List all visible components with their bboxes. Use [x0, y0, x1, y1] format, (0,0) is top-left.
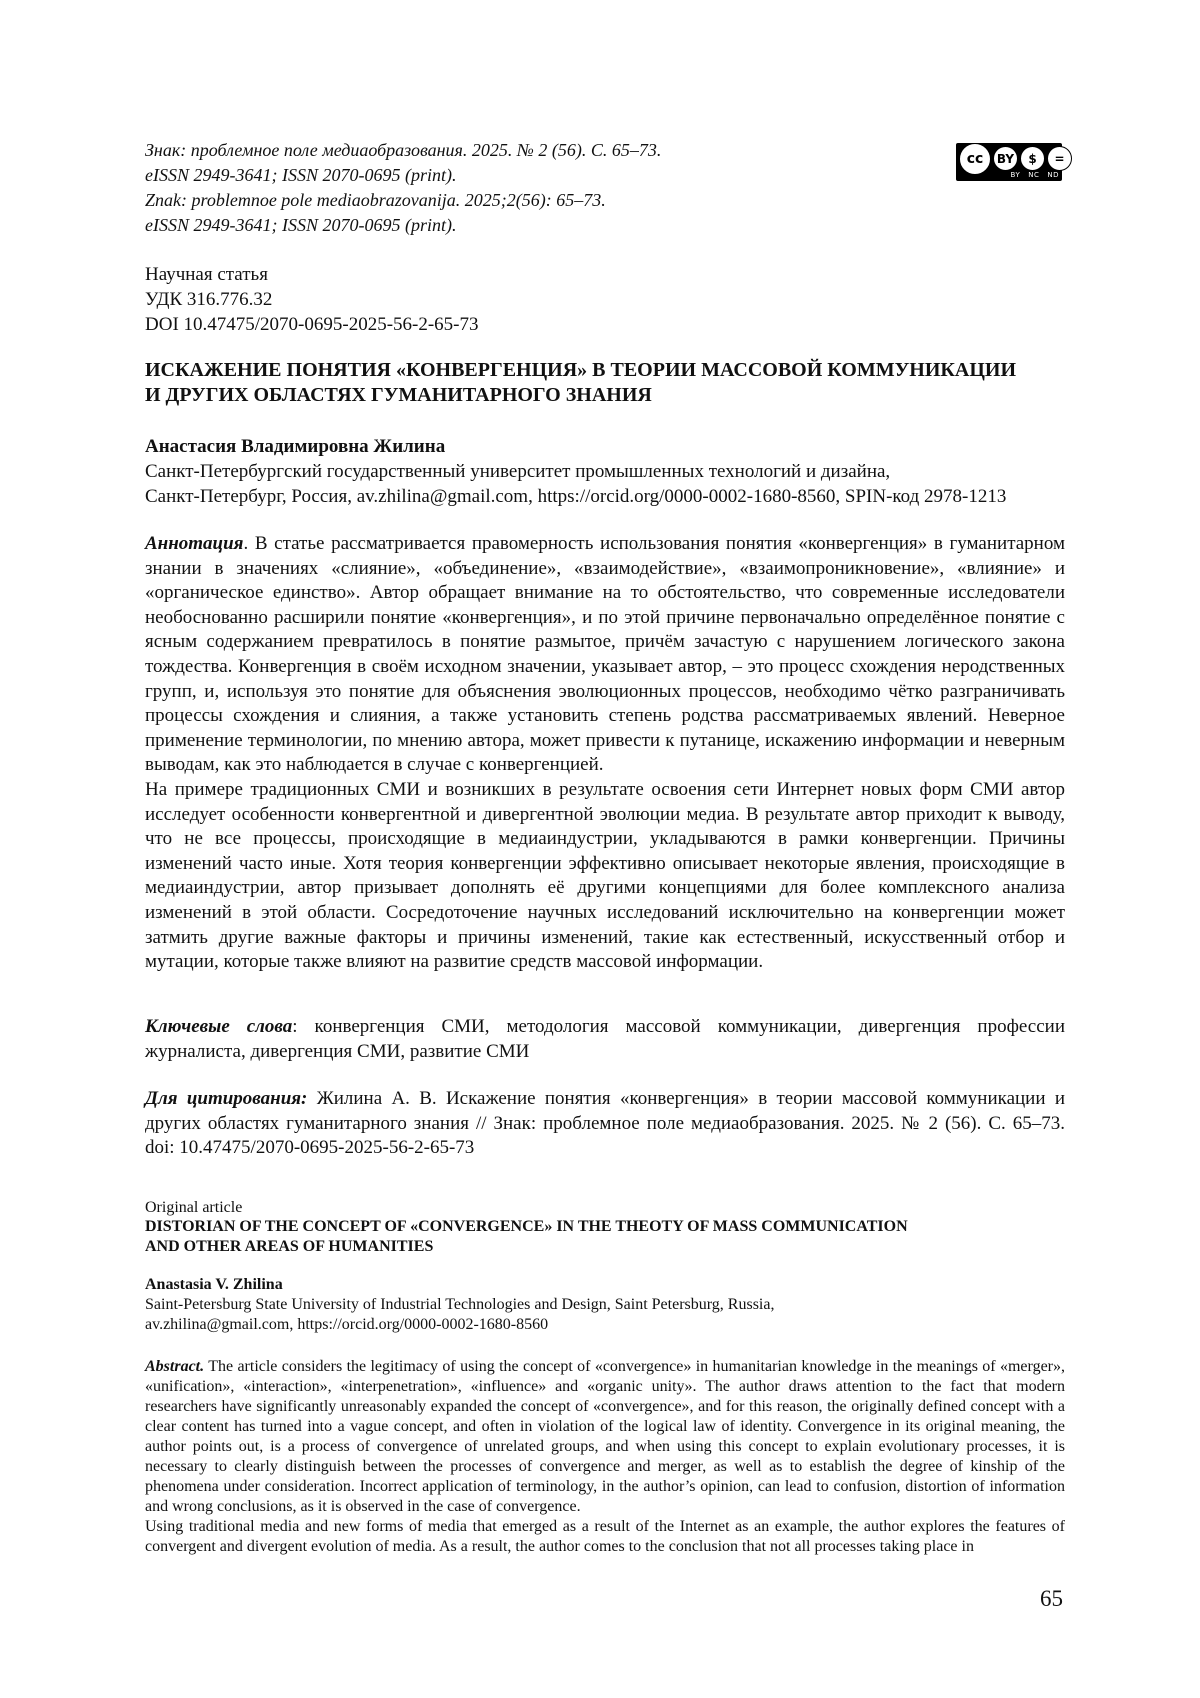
abstract-ru	[145, 532, 1065, 975]
by-icon: BY	[993, 146, 1018, 171]
doi[interactable]: DOI 10.47475/2070-0695-2025-56-2-65-73	[145, 314, 479, 335]
author-name-en: Anastasia V. Zhilina	[145, 1276, 283, 1293]
abstract-paragraph-en: Using traditional media and new forms of media that emerged as a result of the Internet as an example, the author explores the features of convergent and divergent evolution of media. As a result, the author comes to the conclusion that not all processes taking place in	[145, 1518, 1065, 1555]
udk: УДК 316.776.32	[145, 289, 273, 310]
cc-icon: cc	[959, 143, 991, 175]
license-label: NC	[1028, 171, 1040, 179]
citation-label: Для цитирования:	[145, 1088, 308, 1109]
abstract-paragraph-en	[145, 1357, 1065, 1517]
abstract-label-en: Abstract.	[145, 1358, 205, 1375]
header-line: Znak: problemnoe pole mediaobrazovanija. 2025;2(56): 65–73.	[145, 190, 606, 210]
keywords-label: Ключевые слова	[145, 1016, 293, 1037]
header-line: eISSN 2949-3641; ISSN 2070-0695 (print).	[145, 165, 457, 185]
author-affiliation: Санкт-Петербургский государственный университет промышленных технологий и дизайна,	[145, 461, 891, 482]
author-contacts-en[interactable]: av.zhilina@gmail.com, https://orcid.org/0000-0002-1680-8560	[145, 1316, 549, 1333]
article-meta	[145, 262, 1065, 337]
article-type: Научная статья	[145, 264, 268, 285]
abstract-label: Аннотация	[145, 533, 244, 554]
license-label: ND	[1047, 171, 1059, 179]
abstract-paragraph	[145, 532, 1065, 778]
citation-ru	[145, 1087, 1065, 1161]
header-line: Знак: проблемное поле медиаобразования. 2025. № 2 (56). С. 65–73.	[145, 140, 662, 160]
article-title-ru	[145, 358, 1065, 408]
author-block-en	[145, 1275, 1065, 1335]
title-line: DISTORIAN OF THE CONCEPT OF «CONVERGENCE» IN THE THEOTY OF MASS COMMUNICATION	[145, 1218, 908, 1235]
keywords-ru	[145, 1015, 1065, 1064]
title-line: AND OTHER AREAS OF HUMANITIES	[145, 1238, 434, 1255]
header-line: eISSN 2949-3641; ISSN 2070-0695 (print).	[145, 215, 457, 235]
title-line: И ДРУГИХ ОБЛАСТЯХ ГУМАНИТАРНОГО ЗНАНИЯ	[145, 384, 652, 406]
journal-header	[145, 138, 1065, 238]
keywords-text: : конвергенция СМИ, методология массовой коммуникации, дивергенция профессии журналиста, дивергенция СМИ, развитие СМИ	[145, 1016, 1065, 1062]
abstract-en	[145, 1357, 1065, 1557]
license-label: BY	[1010, 171, 1021, 179]
title-line: ИСКАЖЕНИЕ ПОНЯТИЯ «КОНВЕРГЕНЦИЯ» В ТЕОРИИ МАССОВОЙ КОММУНИКАЦИИ	[145, 359, 1017, 381]
nc-icon: $	[1020, 146, 1045, 171]
author-contacts[interactable]: Санкт-Петербург, Россия, av.zhilina@gmail.com, https://orcid.org/0000-0002-1680-8560, SPIN-код 2978-1213	[145, 486, 1007, 507]
abstract-text-en: The article considers the legitimacy of using the concept of «convergence» in humanitarian knowledge in the meanings of «merger», «unification», «interaction», «interpenetration», «influence» and «organic unity». The author draws attention to the fact that modern researchers have significantly unreasonably expanded the concept of «convergence», and for this reason, the originally defined concept with a clear content has turned into a vague concept, and often in violation of the logical law of identity. Convergence in its original meaning, the author points out, is a process of convergence of unrelated groups, and when using this concept to explain evolutionary processes, it is necessary to clearly distinguish between the processes of convergence and merger, as well as to establish the degree of kinship of the phenomena under consideration. Incorrect application of terminology, in the author’s opinion, can lead to confusion, distortion of information and wrong conclusions, as it is observed in the case of convergence.	[145, 1358, 1065, 1515]
author-name: Анастасия Владимировна Жилина	[145, 436, 446, 457]
author-block-ru	[145, 434, 1065, 509]
article-type-en: Original article	[145, 1199, 243, 1216]
author-affiliation-en: Saint-Petersburg State University of Industrial Technologies and Design, Saint Petersburg, Russia,	[145, 1296, 775, 1313]
abstract-paragraph: На примере традиционных СМИ и возникших в результате освоения сети Интернет новых форм СМИ автор исследует особенности конвергентной и дивергентной эволюции медиа. В результате автор приходит к выводу, что не все процессы, происходящие в медиаиндустрии, укладываются в рамки конвергенции. Причины изменений часто иные. Хотя теория конвергенции эффективно описывает некоторые явления, происходящие в медиаиндустрии, автор призывает дополнять её другими концепциями для более комплексного анализа изменений в этой области. Сосредоточение научных исследований исключительно на конвергенции может затмить другие важные факторы и причины изменений, такие как естественный, искусственный отбор и мутации, которые также влияют на развитие средств массовой информации.	[145, 778, 1065, 973]
citation-text: Жилина А. В. Искажение понятия «конвергенция» в теории массовой коммуникации и других областях гуманитарного знания // Знак: проблемное поле медиаобразования. 2025. № 2 (56). С. 65–73. doi: 10.47475/2070-0695-2025-56-2-65-73	[145, 1088, 1065, 1159]
abstract-text: . В статье рассматривается правомерность использования понятия «конвергенция» в гуманитарном знании в значениях «слияние», «объединение», «взаимодействие», «взаимопроникновение», «влияние» и «органическое единство». Автор обращает внимание на то обстоятельство, что современные исследователи необоснованно расширили понятие «конвергенция», и по этой причине первоначально определённое понятие с ясным содержанием превратилось в понятие размытое, причём зачастую с нарушением логического закона тождества. Конвергенция в своём исходном значении, указывает автор, – это процесс схождения неродственных групп, и, используя это понятие для объяснения эволюционных процессов, необходимо чётко разграничивать процессы схождения и слияния, а также установить степень родства рассматриваемых явлений. Неверное применение терминологии, по мнению автора, может привести к путанице, искажению информации и неверным выводам, как это наблюдается в случае с конвергенцией.	[145, 533, 1065, 776]
cc-license-badge[interactable]	[956, 143, 1065, 181]
article-title-en	[145, 1217, 1065, 1257]
page-number: 65	[1040, 1586, 1063, 1611]
nd-icon: =	[1047, 146, 1072, 171]
